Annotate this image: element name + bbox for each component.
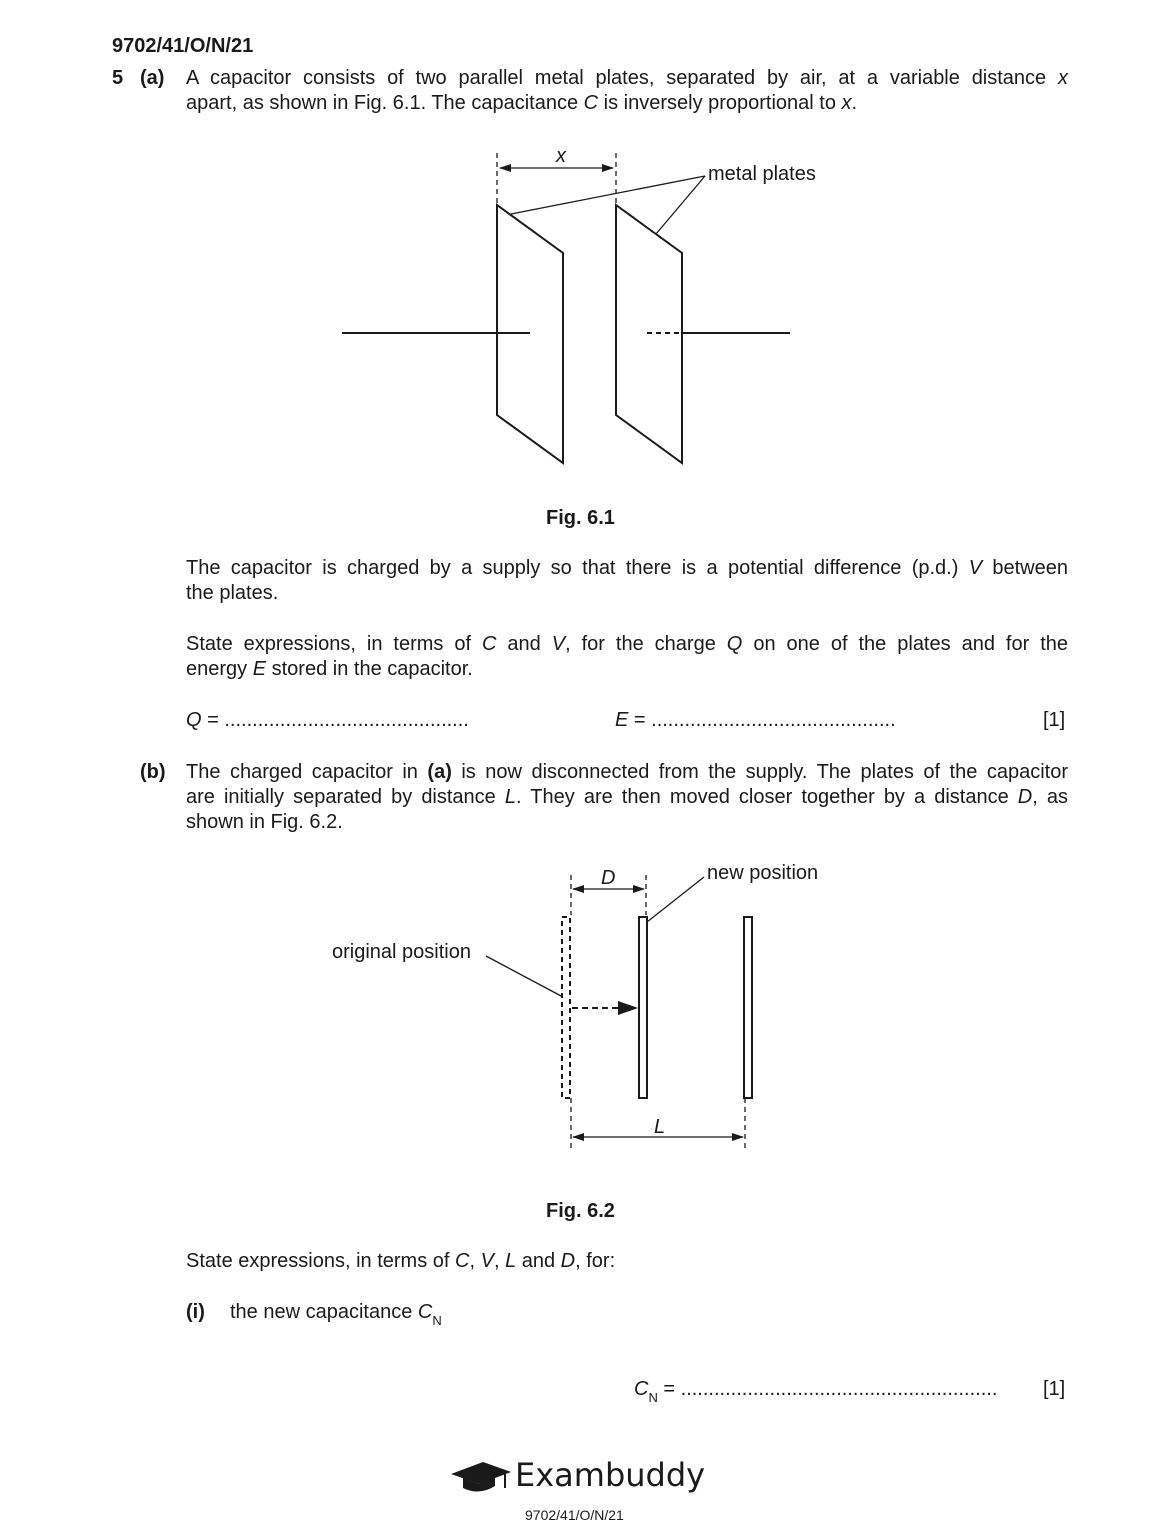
charged-line2: the plates. (186, 582, 279, 604)
footer-paper-code: 9702/41/O/N/21 (525, 1507, 624, 1523)
d-arrowhead-right (633, 885, 645, 893)
new-position-leader (647, 877, 704, 922)
fig1-metal-plates-label: metal plates (708, 163, 816, 185)
fig2-l-label: L (654, 1116, 666, 1138)
sub-i-label: (i) (186, 1301, 205, 1323)
answer-e-line[interactable]: E = ............................................ (615, 709, 896, 731)
part-b-state-line: State expressions, in terms of C, V, L and D, for: (186, 1250, 616, 1272)
original-plate (562, 917, 570, 1098)
new-position-plate (639, 917, 647, 1098)
state-line2: energy E stored in the capacitor. (186, 658, 473, 680)
fixed-plate (744, 917, 752, 1098)
part-b-line3: shown in Fig. 6.2. (186, 811, 343, 833)
sub-i-text: the new capacitance $C_N$ (230, 1301, 442, 1328)
answer-q-line[interactable]: Q = ............................................ (186, 709, 469, 731)
fig2-d-label: D (601, 867, 616, 889)
part-a-intro-line2: apart, as shown in Fig. 6.1. The capacitance C is inversely proportional to x. (186, 92, 858, 114)
part-a-intro-line1: A capacitor consists of two parallel metal plates, separated by air, at a variable distance x (186, 67, 1068, 89)
brand-logo-text: Exambuddy (515, 1456, 706, 1494)
fig2-original-position-label: original position (332, 941, 471, 963)
original-position-leader (486, 956, 563, 997)
l-arrowhead-right (732, 1133, 744, 1141)
l-arrowhead-left (572, 1133, 584, 1141)
fig1-x-label: x (556, 145, 566, 167)
fig-6-2-caption: Fig. 6.2 (546, 1200, 615, 1222)
graduation-cap-icon (449, 1458, 513, 1494)
fig2-new-position-label: new position (707, 862, 819, 884)
movement-arrowhead (618, 1001, 638, 1015)
state-line1: State expressions, in terms of C and V, for the charge Q on one of the plates and for the (186, 633, 1069, 655)
question-number: 5 (112, 67, 124, 89)
d-arrowhead-left (572, 885, 584, 893)
sub-i-marks: [1] (1043, 1378, 1066, 1400)
part-b-label: (b) (140, 761, 166, 783)
part-b-line1: The charged capacitor in (a) is now disconnected from the supply. The plates of the capacitor (186, 761, 1068, 783)
paper-code-header: 9702/41/O/N/21 (112, 35, 254, 57)
fig-6-1-caption: Fig. 6.1 (546, 507, 615, 529)
part-a-label: (a) (140, 67, 165, 89)
part-a-marks: [1] (1043, 709, 1066, 731)
answer-cn-line[interactable]: $C_N$ = ......................................................... (634, 1378, 998, 1405)
part-b-line2: are initially separated by distance L. They are then moved closer together by a distance D, as (186, 786, 1069, 808)
charged-line1: The capacitor is charged by a supply so that there is a potential difference (p.d.) V between (186, 557, 1068, 579)
